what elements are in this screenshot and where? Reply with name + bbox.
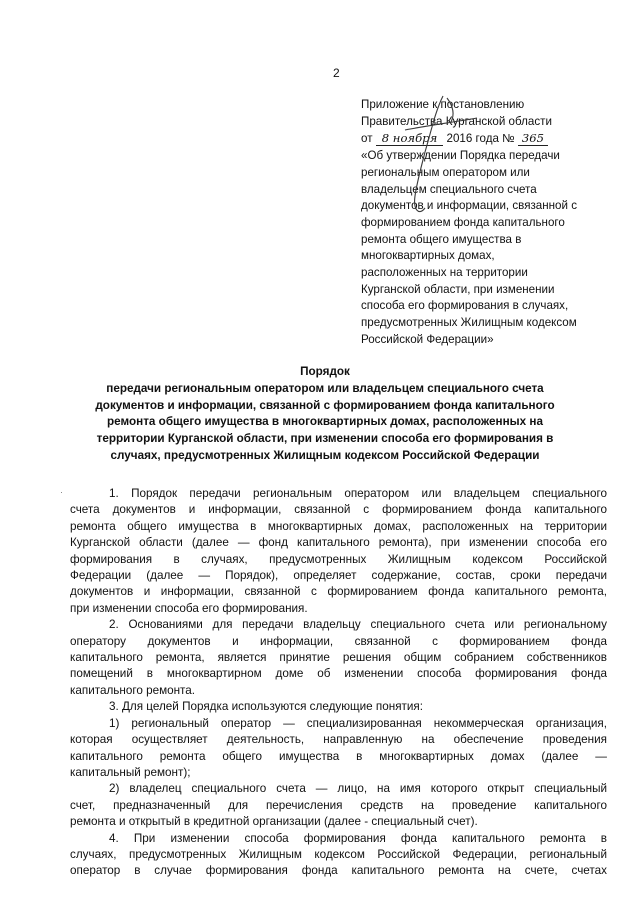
- page-number: 2: [333, 66, 340, 80]
- appendix-title-line: способа его формирования в случаях,: [361, 299, 569, 313]
- body-text-line: капитального ремонта общего имущества в многоквартирных домах (далее —: [70, 749, 607, 763]
- body-text-line: ремонта общего имущества в многоквартирных домах, расположенных на территории: [70, 519, 607, 533]
- appendix-title-line: документов и информации, связанной с: [361, 199, 577, 213]
- title-line: ремонта общего имущества в многоквартирных домах, расположенных на: [107, 415, 543, 429]
- body-text-line: 2) владелец специального счета — лицо, на имя которого открыт специальный: [109, 782, 607, 796]
- appendix-title-line: ремонта общего имущества в: [361, 232, 522, 246]
- appendix-line: Правительства Курганской области: [361, 114, 552, 128]
- body-text-line: Курганской области (далее — фонд капитального ремонта), при изменении способа его: [70, 536, 607, 550]
- body-text-line: оператор в случае формирования фонда капитального ремонта на счете, счетах: [70, 864, 607, 878]
- appendix-line: Приложение к постановлению: [361, 98, 525, 111]
- appendix-title-line: «Об утверждении Порядка передачи: [361, 149, 560, 163]
- body-text-line: случаях, предусмотренных Жилищным кодексом Российской Федерации, региональный: [70, 847, 607, 861]
- body-text-line: капитального ремонта.: [70, 683, 196, 697]
- title-line: документов и информации, связанной с формированием фонда капитального: [95, 398, 555, 412]
- appendix-title-line: многоквартирных домах,: [361, 249, 495, 263]
- body-text-line: 2. Основаниями для передачи владельцу специального счета или региональному: [109, 618, 607, 632]
- body-text-line: оператору документов и информации, связанной с формированием фонда: [70, 634, 607, 648]
- body-text-line: 1) региональный оператор — специализированная некоммерческая организация,: [109, 716, 607, 730]
- title-subheading: [60, 381, 590, 465]
- appendix-title-line: предусмотренных Жилищным кодексом: [361, 316, 577, 330]
- body-text-line: счет, предназначенный для перечисления средств на проведение капитального: [70, 798, 607, 812]
- margin-mark: ·: [60, 487, 63, 497]
- body-text-line: 1. Порядок передачи региональным оператором или владельцем специального: [109, 487, 607, 500]
- title-line: территории Курганской области, при изменении способа его формирования в: [96, 432, 554, 446]
- body-text-line: капитальный ремонт);: [70, 765, 191, 779]
- handwritten-date: 8 ноября: [376, 131, 444, 146]
- handwritten-number: 365: [518, 131, 548, 146]
- body-text-line: капитального ремонта, является принятие решения общим собранием собственников: [70, 651, 607, 665]
- body-text-line: документов и информации, связанной с формированием фонда капитального ремонта,: [70, 585, 607, 599]
- appendix-title-line: Курганской области, при изменении: [361, 282, 555, 296]
- body-text-line: счета документов и информации, связанной с формированием фонда капитального: [70, 503, 607, 517]
- document-body: [70, 486, 607, 880]
- date-prefix: от: [361, 132, 373, 146]
- title-line: передачи региональным оператором или владельцем специального счета: [106, 381, 544, 395]
- title-heading: Порядок: [300, 365, 350, 378]
- body-text-line: ремонта и открытый в кредитной организации (далее - специальный счет).: [70, 815, 478, 829]
- body-text-line: 3. Для целей Порядка используются следующие понятия:: [109, 700, 423, 714]
- appendix-title-line: Российской Федерации»: [361, 332, 494, 346]
- appendix-title-line: владельцем специального счета: [361, 182, 537, 196]
- body-text-line: которая осуществляет деятельность, направленную на обеспечение проведения: [70, 733, 607, 747]
- body-text-line: помещений в многоквартирном доме об изменении способа формирования фонда: [70, 667, 607, 681]
- body-text-line: при изменении способа его формирования.: [70, 601, 308, 615]
- title-line: случаях, предусмотренных Жилищным кодексом Российской Федерации: [110, 448, 540, 462]
- signature-mark: [395, 92, 485, 242]
- appendix-title-line: региональным оператором или: [361, 165, 530, 179]
- appendix-title-line: расположенных на территории: [361, 266, 528, 280]
- appendix-title-line: формированием фонда капитального: [361, 215, 565, 229]
- body-text-line: Федерации (далее — Порядок), определяет содержание, состав, сроки передачи: [70, 569, 607, 583]
- date-year: 2016 года №: [446, 132, 515, 146]
- body-text-line: формирования в случаях, предусмотренных Жилищным кодексом Российской: [70, 552, 607, 566]
- body-text-line: 4. При изменении способа формирования фонда капитального ремонта в: [109, 831, 607, 845]
- document-title: [60, 364, 590, 465]
